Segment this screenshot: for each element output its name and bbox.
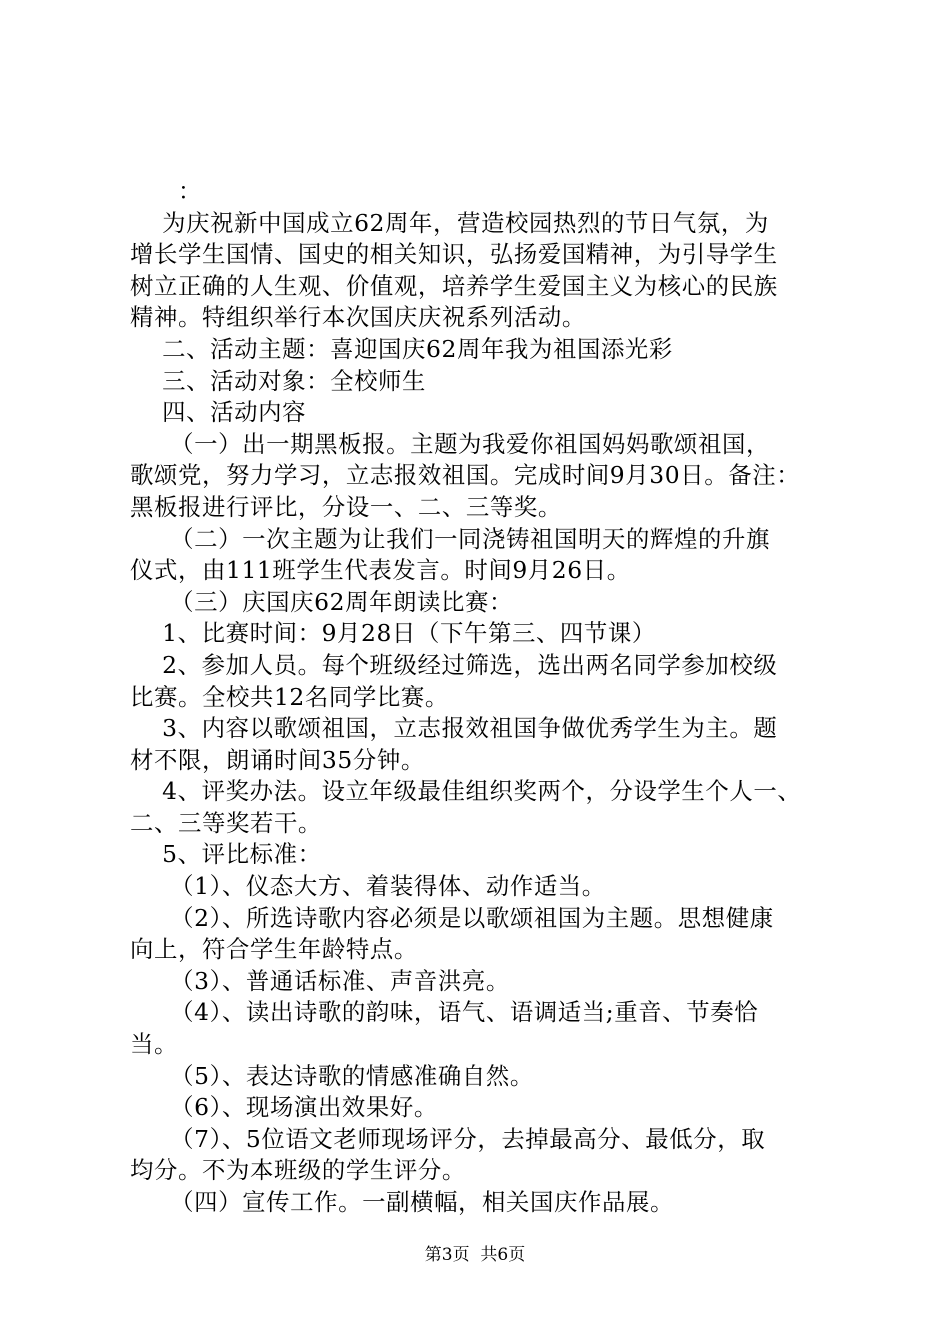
text-line: 5、评比标准： [130, 840, 322, 869]
text-line: 1、比赛时间：9月28日（下午第三、四节课） [130, 619, 656, 648]
text-line: （3）、普通话标准、声音洪亮。 [130, 966, 510, 995]
text-line: 为庆祝新中国成立62周年，营造校园热烈的节日气氛，为 [130, 208, 769, 237]
text-line: 树立正确的人生观、价值观，培养学生爱国主义为核心的民族 [130, 271, 778, 300]
text-line: 4、评奖办法。设立年级最佳组织奖两个，分设学生个人一、 [130, 777, 802, 806]
text-line: （1）、仪态大方、着装得体、动作适当。 [130, 872, 606, 901]
text-line: 比赛。全校共12名同学比赛。 [130, 682, 449, 711]
text-line: （6）、现场演出效果好。 [130, 1093, 438, 1122]
text-line: （2）、所选诗歌内容必须是以歌颂祖国为主题。思想健康 [130, 903, 774, 932]
text-line: 3、内容以歌颂祖国，立志报效祖国争做优秀学生为主。题 [130, 714, 778, 743]
text-line: 二、活动主题：喜迎国庆62周年我为祖国添光彩 [130, 334, 673, 363]
text-line: （二）一次主题为让我们一同浇铸祖国明天的辉煌的升旗 [130, 524, 770, 553]
text-line: 均分。不为本班级的学生评分。 [130, 1156, 466, 1185]
text-line: （一）出一期黑板报。主题为我爱你祖国妈妈歌颂祖国， [130, 429, 770, 458]
text-line: （四）宣传工作。一副横幅，相关国庆作品展。 [130, 1188, 674, 1216]
text-line: 材不限，朗诵时间35分钟。 [130, 745, 425, 774]
text-line: ： [178, 177, 202, 205]
text-line: （三）庆国庆62周年朗读比赛： [130, 587, 514, 616]
text-line: 二、三等奖若干。 [130, 808, 322, 837]
text-line: 三、活动对象：全校师生 [130, 366, 427, 395]
text-line: 仪式，由111班学生代表发言。时间9月26日。 [130, 556, 631, 585]
text-line: 歌颂党，努力学习，立志报效祖国。完成时间9月30日。备注： [130, 461, 801, 490]
text-line: 精神。特组织举行本次国庆庆祝系列活动。 [130, 303, 586, 332]
text-line: 当。 [130, 1030, 178, 1059]
text-line: 四、活动内容 [130, 398, 307, 427]
text-line: （7）、5位语文老师现场评分，去掉最高分、最低分，取 [130, 1124, 766, 1153]
document-body [130, 176, 846, 1219]
text-line: 增长学生国情、国史的相关知识，弘扬爱国精神，为引导学生 [130, 240, 778, 269]
text-line: （5）、表达诗歌的情感准确自然。 [130, 1061, 534, 1090]
text-line: 黑板报进行评比，分设一、二、三等奖。 [130, 492, 562, 521]
text-line: 向上，符合学生年龄特点。 [130, 935, 418, 964]
text-line: 2、参加人员。每个班级经过筛选，选出两名同学参加校级 [130, 650, 778, 679]
page-number-footer: 第3页 共6页 [424, 1245, 526, 1265]
text-line: （4）、读出诗歌的韵味，语气、语调适当;重音、节奏恰 [130, 998, 759, 1027]
